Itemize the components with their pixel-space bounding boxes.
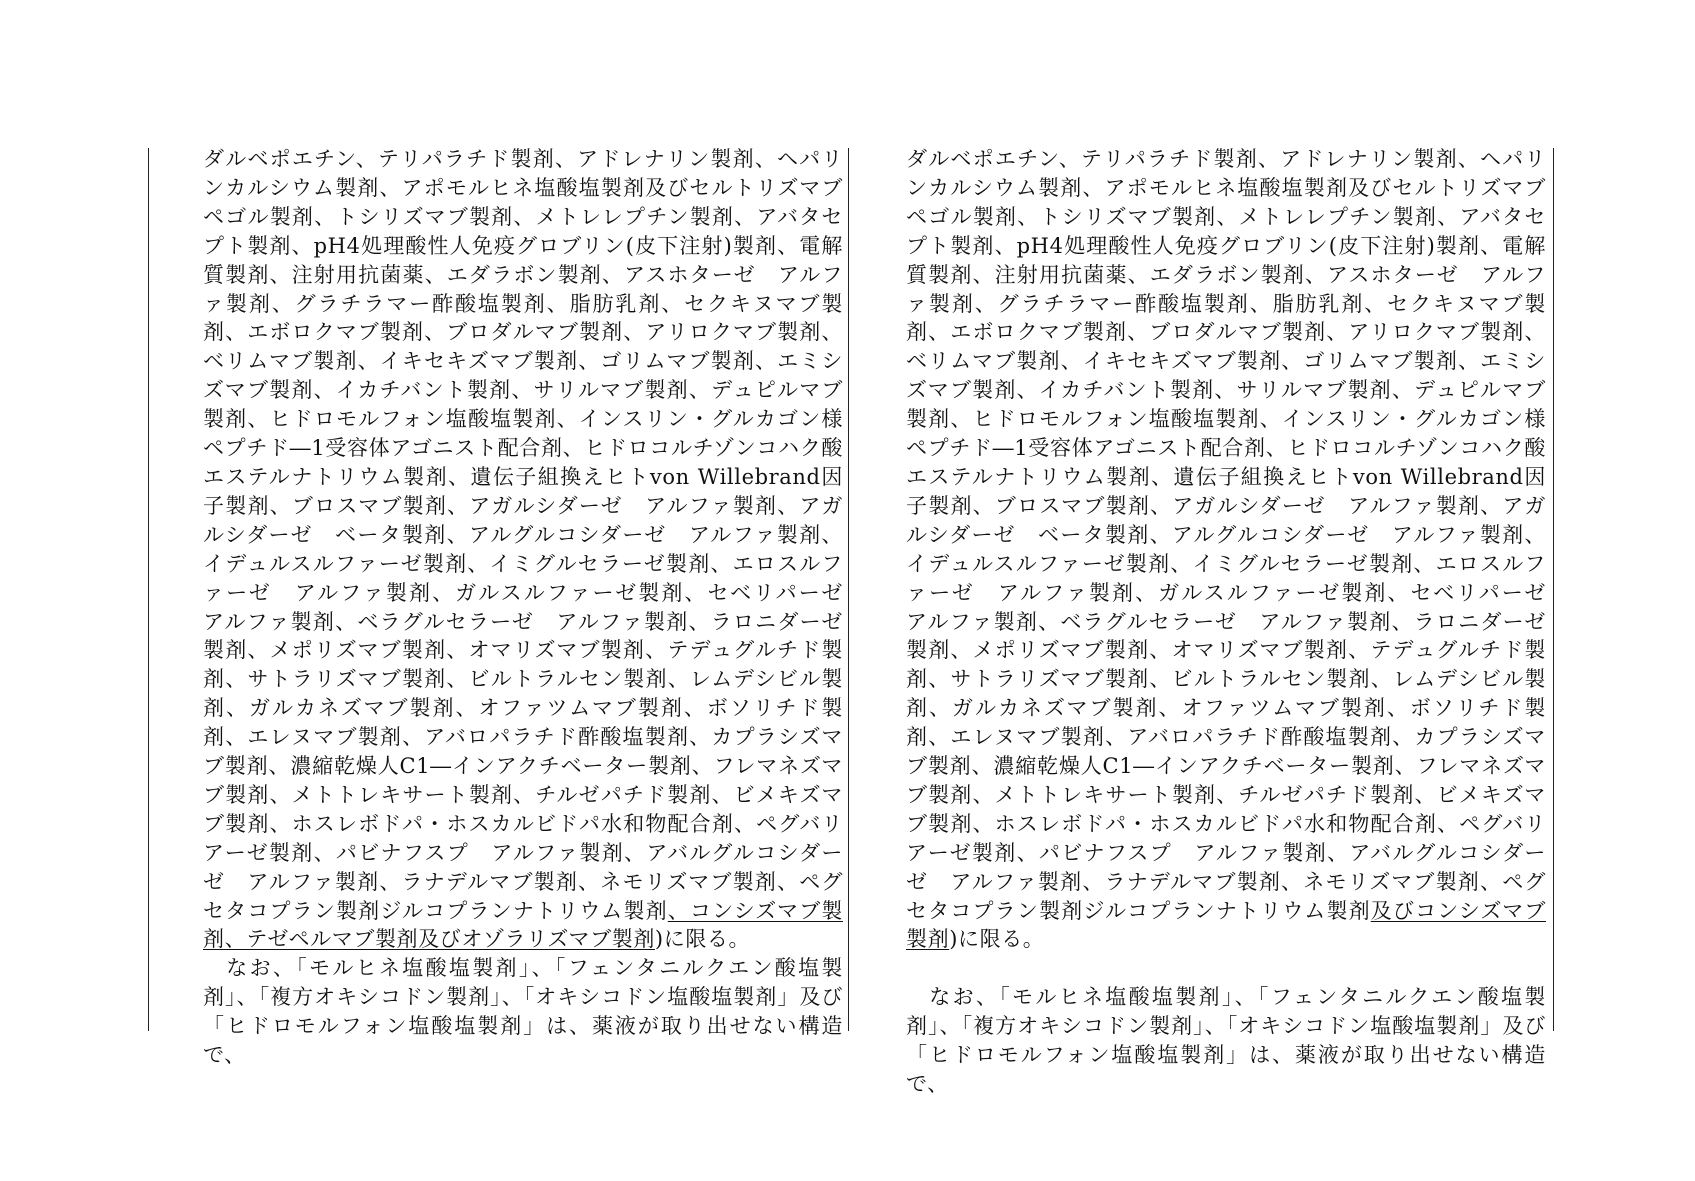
left-drug-list-tail: )に限る。 — [654, 927, 751, 952]
left-column-left-border — [148, 148, 149, 1031]
left-note-paragraph: なお、「モルヒネ塩酸塩製剤」、「フェンタニルクエン酸塩製剤」、「複方オキシコドン製剤」、「オキシコドン塩酸塩製剤」及び「ヒドロモルフォン塩酸塩製剤」は、薬液が取り出せない構造で、 — [203, 956, 843, 1068]
right-paragraph-spacer — [906, 954, 1546, 983]
right-drug-list-text: ダルベポエチン、テリパラチド製剤、アドレナリン製剤、ヘパリンカルシウム製剤、アポモルヒネ塩酸塩製剤及びセルトリズマブペゴル製剤、トシリズマブ製剤、メトレレプチン製剤、アバタセプト製剤、pH4処理酸性人免疫グロブリン(皮下注射)製剤、電解質製剤、注射用抗菌薬、エダラボン製剤、アスホターゼ アルファ製剤、グラチラマー酢酸塩製剤、脂肪乳剤、セクキヌマブ製剤、エボロクマブ製剤、ブロダルマブ製剤、アリロクマブ製剤、ベリムマブ製剤、イキセキズマブ製剤、ゴリムマブ製剤、エミシズマブ製剤、イカチバント製剤、サリルマブ製剤、デュピルマブ製剤、ヒドロモルフォン塩酸塩製剤、インスリン・グルカゴン様ペプチド―1受容体アゴニスト配合剤、ヒドロコルチゾンコハク酸エステルナトリウム製剤、遺伝子組換えヒトvon Willebrand因子製剤、ブロスマブ製剤、アガルシダーゼ アルファ製剤、アガルシダーゼ ベータ製剤、アルグルコシダーゼ アルファ製剤、イデュルスルファーゼ製剤、イミグルセラーゼ製剤、エロスルファーゼ アルファ製剤、ガルスルファーゼ製剤、セベリパーゼ アルファ製剤、ベラグルセラーゼ アルファ製剤、ラロニダーゼ製剤、メポリズマブ製剤、オマリズマブ製剤、テデュグルチド製剤、サトラリズマブ製剤、ビルトラルセン製剤、レムデシビル製剤、ガルカネズマブ製剤、オファツムマブ製剤、ボソリチド製剤、エレヌマブ製剤、アバロパラチド酢酸塩製剤、カプラシズマブ製剤、濃縮乾燥人C1―インアクチベーター製剤、フレマネズマブ製剤、メトトレキサート製剤、チルゼパチド製剤、ビメキズマブ製剤、ホスレボドパ・ホスカルビドパ水和物配合剤、ペグバリアーゼ製剤、パビナフスプ アルファ製剤、アバルグルコシダーゼ アルファ製剤、ラナデルマブ製剤、ネモリズマブ製剤、ペグセタコプラン製剤ジルコプランナトリウム製剤 — [906, 147, 1568, 923]
left-amended-underlined-text: 、コンシズマブ製剤、テゼペルマブ製剤及びオゾラリズマブ製剤 — [203, 898, 843, 952]
right-amended-underlined-text: 及びコンシズマブ製剤 — [906, 898, 1546, 952]
left-drug-list-paragraph — [203, 145, 865, 954]
right-column-current-text — [906, 145, 1568, 1099]
right-drug-list-paragraph — [906, 145, 1568, 954]
right-drug-list-tail: )に限る。 — [949, 927, 1045, 952]
left-column-revised-text — [203, 145, 865, 1070]
right-note-paragraph: なお、「モルヒネ塩酸塩製剤」、「フェンタニルクエン酸塩製剤」、「複方オキシコドン製剤」、「オキシコドン塩酸塩製剤」及び「ヒドロモルフォン塩酸塩製剤」は、薬液が取り出せない構造で、 — [906, 985, 1546, 1096]
left-drug-list-text: ダルベポエチン、テリパラチド製剤、アドレナリン製剤、ヘパリンカルシウム製剤、アポモルヒネ塩酸塩製剤及びセルトリズマブペゴル製剤、トシリズマブ製剤、メトレレプチン製剤、アバタセプト製剤、pH4処理酸性人免疫グロブリン(皮下注射)製剤、電解質製剤、注射用抗菌薬、エダラボン製剤、アスホターゼ アルファ製剤、グラチラマー酢酸塩製剤、脂肪乳剤、セクキヌマブ製剤、エボロクマブ製剤、ブロダルマブ製剤、アリロクマブ製剤、ベリムマブ製剤、イキセキズマブ製剤、ゴリムマブ製剤、エミシズマブ製剤、イカチバント製剤、サリルマブ製剤、デュピルマブ製剤、ヒドロモルフォン塩酸塩製剤、インスリン・グルカゴン様ペプチド―1受容体アゴニスト配合剤、ヒドロコルチゾンコハク酸エステルナトリウム製剤、遺伝子組換えヒトvon Willebrand因子製剤、ブロスマブ製剤、アガルシダーゼ アルファ製剤、アガルシダーゼ ベータ製剤、アルグルコシダーゼ アルファ製剤、イデュルスルファーゼ製剤、イミグルセラーゼ製剤、エロスルファーゼ アルファ製剤、ガルスルファーゼ製剤、セベリパーゼ アルファ製剤、ベラグルセラーゼ アルファ製剤、ラロニダーゼ製剤、メポリズマブ製剤、オマリズマブ製剤、テデュグルチド製剤、サトラリズマブ製剤、ビルトラルセン製剤、レムデシビル製剤、ガルカネズマブ製剤、オファツムマブ製剤、ボソリチド製剤、エレヌマブ製剤、アバロパラチド酢酸塩製剤、カプラシズマブ製剤、濃縮乾燥人C1―インアクチベーター製剤、フレマネズマブ製剤、メトトレキサート製剤、チルゼパチド製剤、ビメキズマブ製剤、ホスレボドパ・ホスカルビドパ水和物配合剤、ペグバリアーゼ製剤、パビナフスプ アルファ製剤、アバルグルコシダーゼ アルファ製剤、ラナデルマブ製剤、ネモリズマブ製剤、ペグセタコプラン製剤ジルコプランナトリウム製剤 — [203, 147, 865, 923]
